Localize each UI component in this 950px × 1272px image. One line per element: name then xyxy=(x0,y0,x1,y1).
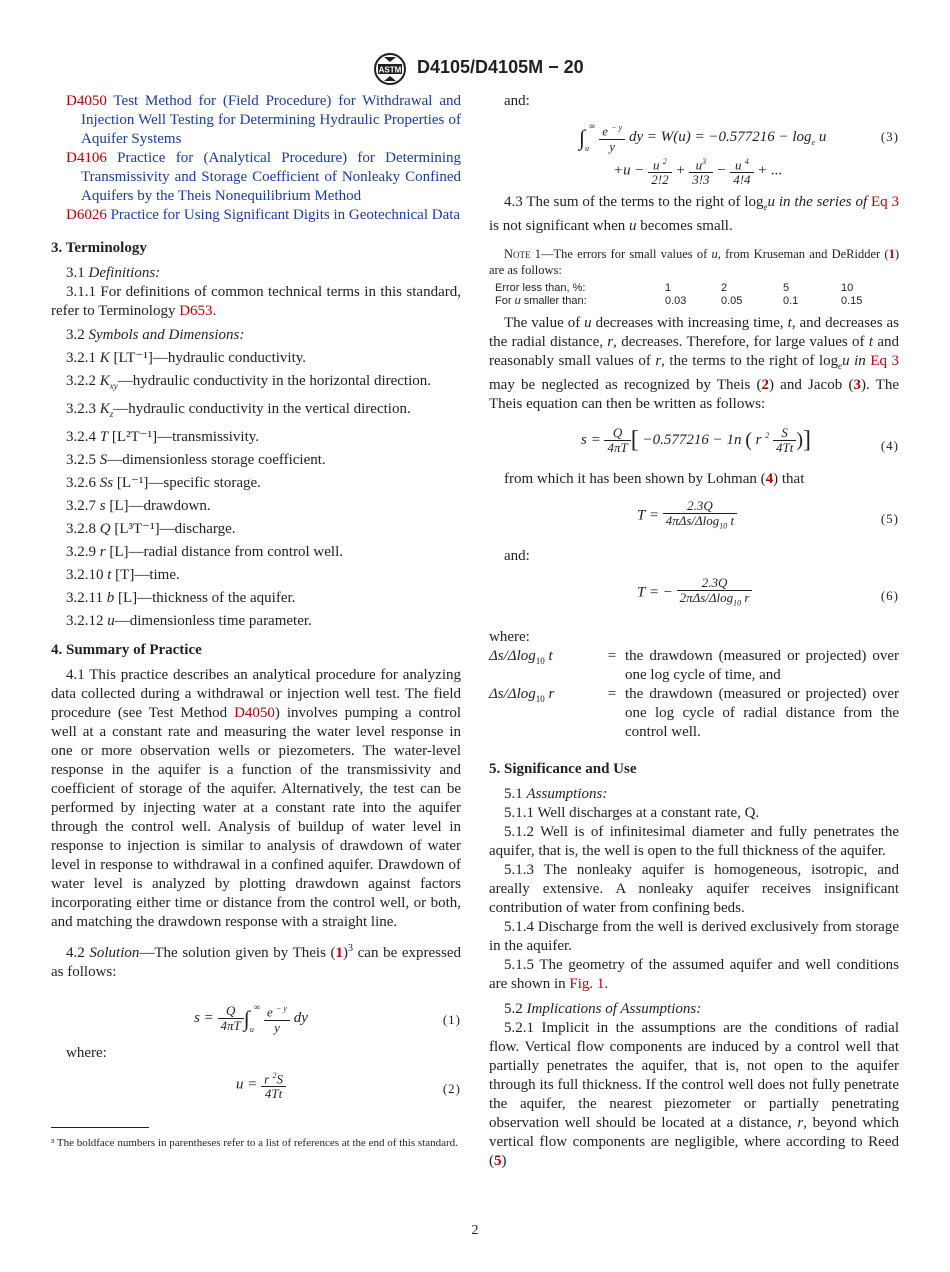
symbol-item: 3.2.3 $K_z—hydraulic$ conductivity in the vertical direction. xyxy=(66,401,411,419)
paragraph: 5.1.5 The geometry of the assumed aquifer and well conditions are shown in Fig. 1. xyxy=(489,957,899,992)
where-definition: the drawdown (measured or projected) over one log cycle of radial distance from the control well. xyxy=(625,686,899,740)
reference-id[interactable]: D4106 xyxy=(66,150,107,166)
page-header xyxy=(0,52,950,86)
footnote-rule xyxy=(51,1127,149,1128)
label-and: and: xyxy=(504,93,530,109)
ref-link[interactable]: 5 xyxy=(494,1153,502,1169)
paragraph: 3.2 Symbols and Dimensions: xyxy=(66,327,245,343)
paragraph: 5.1.2 Well is of infinitesimal diameter and fully penetrates the aquifer, that is, the well is open to the full thickness of the aquifer. xyxy=(489,824,899,859)
link-d4050[interactable]: D4050 xyxy=(234,705,275,721)
paragraph: 5.2 Implications of Assumptions: xyxy=(504,1001,702,1017)
link-eq3[interactable]: Eq 3 xyxy=(870,194,900,210)
symbol: $K_{xy}$ xyxy=(99,373,118,391)
symbol: u xyxy=(107,613,115,629)
paragraph: 4.1 This practice describes an analytical procedure for analyzing data collected during a withdrawal or injection well test. The field procedure (see Test Method D4050) involves pumping a control well at a constant rate and measuring the water level response in one or more observation wells or piezometers. The water-level response in the aquifer is a function of the transmissivity and coefficient of storage of the aquifer. Alternatively, the test can be performed by injecting water at a constant rate into the aquifer through the control well. Analysis of buildup of water level in response to injection is similar to analysis of drawdown of water level in response to withdrawal in a confined aquifer. Drawdown of water level is analyzed by plotting drawdown against factors incorporating either time or distance from the control well, or both, and matching the drawdown response with a straight line. xyxy=(51,667,462,930)
equation-1: s = $\frac{Q}{4\pi T}$ $\int_u^\infty$ $\frac{e ^{- y}}{y}$ dy (1) xyxy=(194,1002,461,1035)
symbol-item: 3.2.5 S—dimensionless storage coefficient. xyxy=(66,452,326,468)
reference-title[interactable]: Test Method for (Field Procedure) for Withdrawal and Injection Well Testing for Determining Hydraulic Properties of Aquifer Systems xyxy=(81,93,461,147)
symbol-item: 3.2.12 u—dimensionless time parameter. xyxy=(66,613,312,629)
svg-text:ASTM: ASTM xyxy=(378,65,402,75)
paragraph: 3.1 Definitions: xyxy=(66,265,161,281)
symbol: t xyxy=(107,567,112,583)
note: Note 1—The errors for small values of u, from Kruseman and DeRidder (1) are as follows: xyxy=(489,247,899,277)
right-column xyxy=(489,92,899,1171)
reference-title[interactable]: Practice for (Analytical Procedure) for Determining Transmissivity and Storage Coefficient of Nonleaky Confined Aquifers by the Theis Nonequilibrium Method xyxy=(81,150,461,204)
equation-6: T = − $\frac{2.3Q}{2\pi\Delta s/\Delta\log_{10} r}$ (6) xyxy=(637,575,899,608)
paragraph: 5.1.3 The nonleaky aquifer is homogeneous, isotropic, and areally extensive. A nonleaky aquifer receives insignificant contribution of water from confining beds. xyxy=(489,862,899,916)
label-and: and: xyxy=(504,548,530,564)
symbol: Ss xyxy=(99,475,114,491)
paragraph: 3.1.1 For definitions of common technical terms in this standard, refer to Terminology D653. xyxy=(51,284,461,319)
footnote: ³ The boldface numbers in parentheses refer to a list of references at the end of this standard. xyxy=(51,1137,458,1149)
paragraph: 4.2 Solution—The solution given by Theis $(1)^3$ can be expressed as follows: xyxy=(51,943,461,980)
symbol-item: 3.2.1 K [LT⁻¹]—hydraulic conductivity. xyxy=(66,350,307,366)
reference-id[interactable]: D6026 xyxy=(66,207,107,223)
symbols-list xyxy=(51,349,461,631)
symbol: T xyxy=(99,429,109,445)
paragraph: 5.1.1 Well discharges at a constant rate, Q. xyxy=(504,805,760,821)
section-heading: 5. Significance and Use xyxy=(489,761,637,777)
symbol-item: 3.2.9 r [L]—radial distance from control well. xyxy=(66,544,344,560)
paragraph: 4.3 The sum of the terms to the right of $\log_eu$ in the series of Eq 3 is not significant when u becomes small. xyxy=(489,194,900,234)
reference-item xyxy=(51,149,461,206)
symbol: s xyxy=(99,498,106,514)
reference-title[interactable]: Practice for Using Significant Digits in Geotechnical Data xyxy=(110,207,461,223)
paragraph: from which it has been shown by Lohman (4) that xyxy=(504,471,805,487)
astm-logo-icon xyxy=(372,52,408,86)
page-number: 2 xyxy=(471,1223,479,1238)
symbol: r xyxy=(99,544,106,560)
symbol-item: 3.2.6 Ss [L⁻¹]—specific storage. xyxy=(66,475,261,491)
label-where: where: xyxy=(489,629,530,645)
table-row: For u smaller than: 0.03 0.05 0.1 0.15 xyxy=(495,295,863,307)
symbol: $K_z$ xyxy=(99,401,114,419)
symbol-item: 3.2.7 s [L]—drawdown. xyxy=(66,498,211,514)
where-item: Δs/Δlog$_{10}$ t = the drawdown (measured or projected) over one log cycle of time, and xyxy=(489,648,899,683)
reference-id[interactable]: D4050 xyxy=(66,93,107,109)
label-where: where: xyxy=(66,1045,107,1061)
link-d653[interactable]: D653 xyxy=(179,303,213,319)
ref-link[interactable]: 1 xyxy=(335,945,344,961)
ref-link[interactable]: 2 xyxy=(761,377,769,393)
where-item: Δs/Δlog$_{10}$ r = the drawdown (measured or projected) over one log cycle of radial distance from the control well. xyxy=(489,686,899,740)
document-code: D4105/D4105M − 20 xyxy=(417,57,584,77)
symbol: Q xyxy=(99,521,111,537)
link-fig1[interactable]: Fig. 1 xyxy=(569,976,605,992)
equation-4: s = $\frac{Q}{4\pi T}$ [ −0.577216 − 1n ( r $^2$ $\frac{S}{4Tt}$ )] (4) xyxy=(581,425,899,456)
symbol: S xyxy=(99,452,108,468)
equation-2: u = $\frac{r ^2S}{4Tt}$ (2) xyxy=(236,1071,461,1102)
symbol-item: 3.2.2 $K_{xy}—hydraulic$ conductivity in the horizontal direction. xyxy=(66,373,432,391)
symbol-item: 3.2.10 t [T]—time. xyxy=(66,567,180,583)
ref-link[interactable]: 3 xyxy=(853,377,861,393)
table-row: Error less than, %: 1 2 5 10 xyxy=(495,282,854,294)
where-definition: the drawdown (measured or projected) over one log cycle of time, and xyxy=(625,648,899,683)
section-heading: 3. Terminology xyxy=(51,240,147,256)
equation-5: T = $\frac{2.3Q}{4\pi\Delta s/\Delta\log_{10} t}$ (5) xyxy=(637,498,899,531)
where-term: Δs/Δlog$_{10}$ r xyxy=(489,686,555,704)
left-column xyxy=(51,92,461,1151)
paragraph: 5.1 Assumptions: xyxy=(504,786,608,802)
paragraph: 5.1.4 Discharge from the well is derived exclusively from storage in the aquifer. xyxy=(489,919,899,954)
link-eq3[interactable]: Eq 3 xyxy=(870,353,899,369)
equation-3-line-2: +u − $\frac{u ^2}{2!2}$ + $\frac{u^3}{3!3}$ − $\frac{u ^4}{4!4}$ + ... xyxy=(613,157,783,188)
ref-link[interactable]: 1 xyxy=(888,247,895,261)
section-heading: 4. Summary of Practice xyxy=(51,642,202,658)
reference-item xyxy=(51,92,461,149)
symbol-item: 3.2.8 Q [L³T⁻¹]—discharge. xyxy=(66,521,236,537)
symbol-item: 3.2.4 T [L²T⁻¹]—transmissivity. xyxy=(66,429,260,445)
equation-3-line-1: $\int_u^\infty$ $\frac{e ^{- y}}{y}$ dy = $W(u) = -0.577216 - \log_e u$ (3) xyxy=(579,121,899,154)
symbol: b xyxy=(106,590,115,606)
paragraph: The value of u decreases with increasing time, t, and decreases as the radial distance, r, decreases. Therefore, for large values of t and reasonably small values of r, the terms to the right of $\log_eu$ in Eq 3 may be neglected as recognized by Theis (2) and Jacob (3). The Theis equation can then be written as follows: xyxy=(489,315,899,412)
reference-item xyxy=(51,206,461,225)
symbol-item: 3.2.11 b [L]—thickness of the aquifer. xyxy=(66,590,296,606)
paragraph: 5.2.1 Implicit in the assumptions are the conditions of radial flow. Vertical flow components are induced by a control well that partially penetrates the aquifer, that is, not open to the aquifer through its full thickness. If the control well does not fully penetrate the aquifer, the nearest piezometer or partially penetrating observation well should be located at a distance, r, beyond which vertical flow components are negligible, where according to Reed (5) xyxy=(489,1020,899,1169)
where-term: Δs/Δlog$_{10}$ t xyxy=(489,648,553,666)
ref-link[interactable]: 4 xyxy=(765,471,774,487)
symbol: K xyxy=(99,350,110,366)
error-table xyxy=(495,282,862,308)
